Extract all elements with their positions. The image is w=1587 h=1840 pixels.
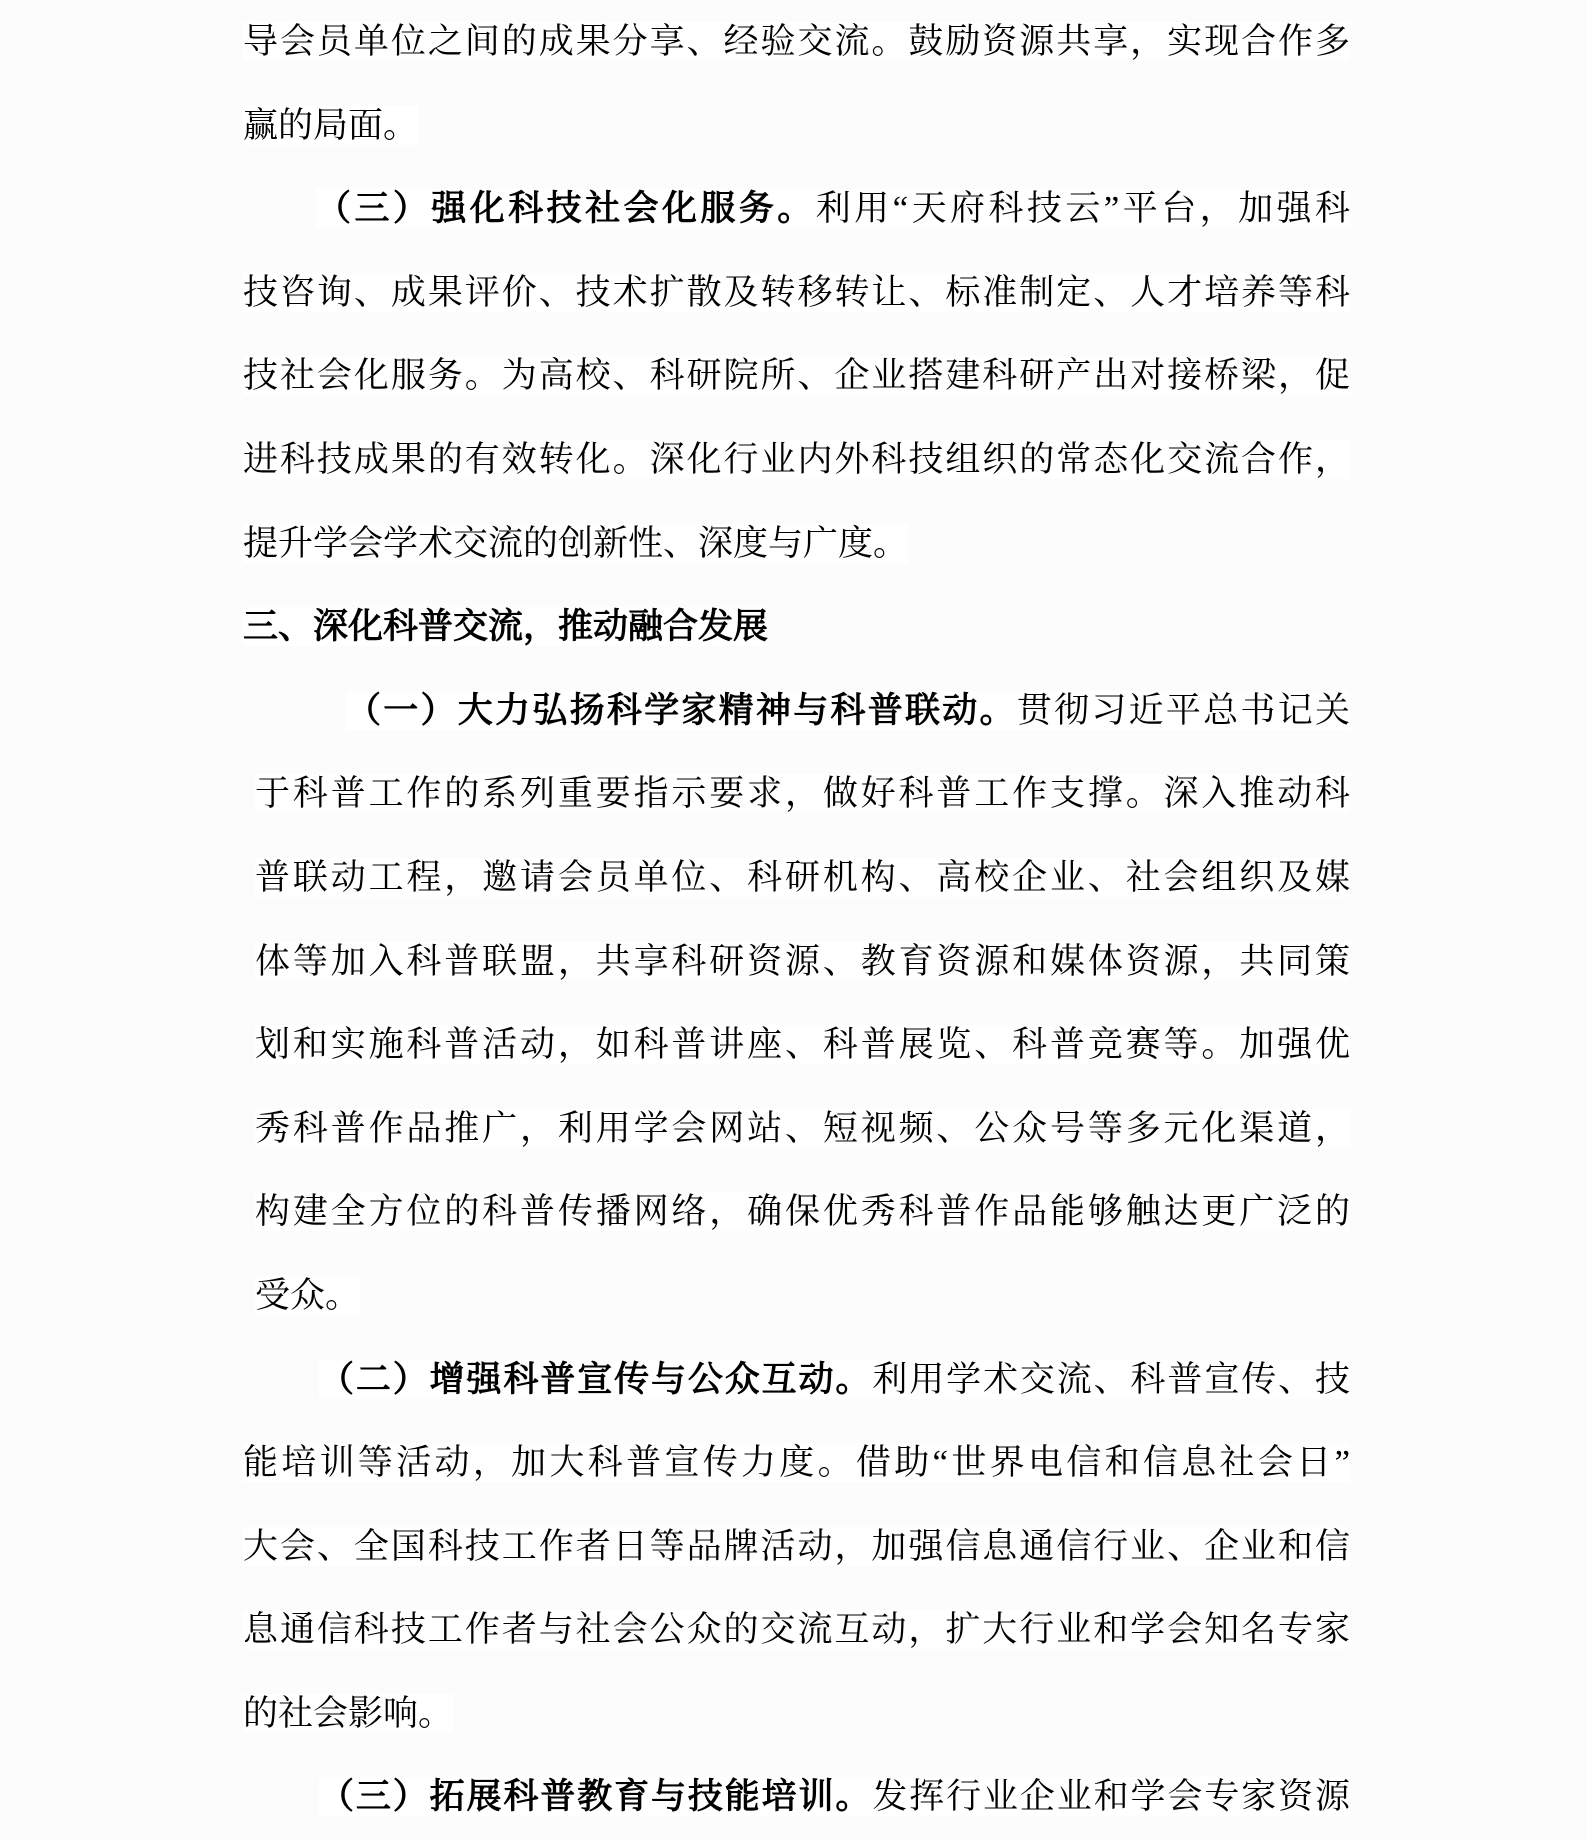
line-text: 普联动工程，邀请会员单位、科研机构、高校企业、社会组织及媒 (255, 857, 1350, 897)
section-heading-text: 三、深化科普交流，推动融合发展 (243, 607, 769, 647)
line-text: 能培训等活动，加大科普宣传力度。借助“世界电信和信息社会日” (243, 1443, 1350, 1483)
line-text: 息通信科技工作者与社会公众的交流互动，扩大行业和学会知名专家 (243, 1610, 1350, 1650)
body-line-14 (243, 1087, 1350, 1171)
body-line-16 (243, 1254, 1350, 1338)
subsection-line-promote-scientist-spirit (243, 669, 1350, 753)
section-3-heading (243, 585, 1350, 669)
body-line-19 (243, 1505, 1350, 1589)
body-line-07 (243, 502, 1350, 586)
line-text: 构建全方位的科普传播网络，确保优秀科普作品能够触达更广泛的 (255, 1192, 1350, 1232)
line-text: 发挥行业企业和学会专家资源 (872, 1777, 1350, 1817)
body-line-11 (243, 836, 1350, 920)
line-text: 受众。 (255, 1275, 361, 1315)
line-text: 的社会影响。 (243, 1693, 454, 1733)
line-text: 技咨询、成果评价、技术扩散及转移转让、标准制定、人才培养等科 (243, 272, 1350, 312)
subsection-title: （三）强化科技社会化服务。 (316, 189, 816, 229)
line-text: 进科技成果的有效转化。深化行业内外科技组织的常态化交流合作， (243, 439, 1350, 479)
subsection-line-expand-education-training (243, 1755, 1350, 1839)
subsection-line-enhance-publicity (243, 1338, 1350, 1422)
line-text: 利用“天府科技云”平台，加强科 (815, 189, 1350, 229)
line-text: 导会员单位之间的成果分享、经验交流。鼓励资源共享，实现合作多 (243, 22, 1350, 61)
line-text: 秀科普作品推广，利用学会网站、短视频、公众号等多元化渠道， (255, 1108, 1350, 1148)
body-line-06 (243, 418, 1350, 502)
subsection-title: （一）大力弘扬科学家精神与科普联动。 (346, 690, 1017, 730)
body-line-21 (243, 1672, 1350, 1756)
line-text: 提升学会学术交流的创新性、深度与广度。 (243, 523, 909, 563)
body-line-10 (243, 752, 1350, 836)
body-line-18 (243, 1421, 1350, 1505)
body-line-04 (243, 251, 1350, 335)
body-line-05 (243, 334, 1350, 418)
body-line-13 (243, 1003, 1350, 1087)
line-text: 贯彻习近平总书记关 (1016, 690, 1350, 730)
body-line-12 (243, 920, 1350, 1004)
subsection-title: （二）增强科普宣传与公众互动。 (319, 1359, 873, 1399)
subsection-title: （三）拓展科普教育与技能培训。 (319, 1777, 873, 1817)
body-line-15 (243, 1170, 1350, 1254)
line-text: 技社会化服务。为高校、科研院所、企业搭建科研产出对接桥梁，促 (243, 356, 1350, 396)
line-text: 体等加入科普联盟，共享科研资源、教育资源和媒体资源，共同策 (255, 941, 1350, 981)
line-text: 利用学术交流、科普宣传、技 (872, 1359, 1350, 1399)
subsection-line-strengthen-services (243, 167, 1350, 251)
line-text: 赢的局面。 (243, 105, 419, 145)
body-line-01 (243, 0, 1350, 84)
body-line-20 (243, 1588, 1350, 1672)
line-text: 大会、全国科技工作者日等品牌活动，加强信息通信行业、企业和信 (243, 1526, 1350, 1566)
body-line-02 (243, 84, 1350, 168)
line-text: 划和实施科普活动，如科普讲座、科普展览、科普竞赛等。加强优 (255, 1025, 1350, 1065)
line-text: 于科普工作的系列重要指示要求，做好科普工作支撑。深入推动科 (255, 774, 1350, 814)
